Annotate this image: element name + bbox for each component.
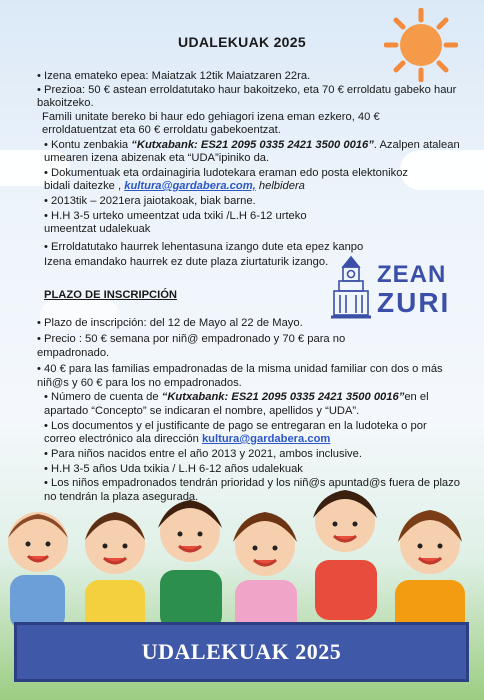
kid-3-icon xyxy=(158,500,222,630)
spanish-account-number: “Kutxabank: ES21 2095 0335 2421 3500 0016” xyxy=(161,391,405,403)
basque-line-6 xyxy=(44,139,460,152)
footer-banner: UDALEKUAK 2025 xyxy=(14,622,469,682)
spanish-email-prefix: correo electrónico ala dirección xyxy=(44,433,202,445)
basque-account-suffix: . Azalpen atalean xyxy=(373,139,460,151)
spanish-line-3: empadronado. xyxy=(37,347,110,359)
spanish-line-5: niñ@s y 60 € para los no empadronados. xyxy=(37,377,242,389)
spanish-line-4: • 40 € para las familias empadronadas de la misma unidad familiar con dos o más xyxy=(37,363,443,375)
basque-line-10: • 2013tik – 2021era jaiotakoak, biak barne. xyxy=(44,195,256,207)
spanish-line-2: • Precio : 50 € semana por niñ@ empadronado y 70 € para no xyxy=(37,333,346,345)
basque-email-suffix: helbidera xyxy=(255,180,305,192)
basque-line-13: • Erroldatutako haurrek lehentasuna izango dute eta epez kanpo xyxy=(44,241,364,253)
basque-line-2: • Prezioa: 50 € astean erroldatutako haur bakoitzeko, eta 70 € erroldatu gabeko haur xyxy=(37,84,457,96)
basque-line-3: bakoitzeko. xyxy=(37,97,94,109)
basque-account-label: • Kontu zenbakia xyxy=(44,139,132,151)
logo-text-top: ZEAN xyxy=(377,261,447,288)
spanish-line-9 xyxy=(44,433,330,446)
basque-line-5: erroldatuentzat eta 60 € erroldatu gabekoentzat. xyxy=(42,124,281,136)
kid-2-icon xyxy=(85,512,145,635)
spanish-line-13: no tendrán la plaza asegurada. xyxy=(44,491,199,503)
page-title: UDALEKUAK 2025 xyxy=(178,34,306,50)
spanish-line-11: • H.H 3-5 años Uda txikia / L.H 6-12 años udalekuak xyxy=(44,463,303,475)
cloud-right xyxy=(400,150,484,190)
basque-account-number: “Kutxabank: ES21 2095 0335 2421 3500 0016” xyxy=(131,139,374,151)
spanish-account-label: • Número de cuenta de xyxy=(44,391,162,403)
basque-line-4: Famili unitate bereko bi haur edo gehiagori izena eman ezkero, 40 € xyxy=(42,111,380,123)
kid-1-icon xyxy=(8,512,68,630)
basque-line-11: • H.H 3-5 urteko umeentzat uda txiki /L.H 6-12 urteko xyxy=(44,210,307,222)
spanish-email-link[interactable]: kultura@gardabera.com xyxy=(201,433,331,445)
spanish-line-8: • Los documentos y el justificante de pago se entregaran en la ludoteka o por xyxy=(44,420,427,432)
kid-5-icon xyxy=(313,490,377,620)
spanish-line-10: • Para niños nacidos entre el año 2013 y 2021, ambos inclusive. xyxy=(44,448,362,460)
kid-4-icon xyxy=(233,512,297,635)
spanish-line-7: apartado “Concepto” se indicaran el nombre, apellidos y “UDA”. xyxy=(44,405,360,417)
spanish-line-12: • Los niños empadronados tendrán prioridad y los niñ@s apuntad@s fuera de plazo xyxy=(44,477,460,489)
basque-line-7: umearen izena abizenak eta “UDA”ipiniko da. xyxy=(44,152,270,164)
basque-line-8: • Dokumentuak eta ordainagiria ludotekara eraman edo posta elektonikoz xyxy=(44,167,409,179)
basque-line-12: umeentzat udalekuak xyxy=(44,223,151,235)
spanish-line-6 xyxy=(44,391,429,404)
basque-line-9 xyxy=(44,180,305,193)
basque-line-1: • Izena emateko epea: Maiatzak 12tik Maiatzaren 22ra. xyxy=(37,70,311,82)
zean-zuri-logo xyxy=(331,255,459,325)
spanish-line-1: • Plazo de inscripción: del 12 de Mayo al 22 de Mayo. xyxy=(37,317,303,329)
basque-email-prefix: bidali daitezke , xyxy=(44,180,125,192)
basque-email-link[interactable]: kultura@gardabera.com, xyxy=(124,180,256,192)
basque-line-14: Izena emandako haurrek ez dute plaza ziurtaturik izango. xyxy=(44,256,329,268)
spanish-account-suffix: en el xyxy=(404,391,429,403)
spanish-header: PLAZO DE INSCRIPCIÓN xyxy=(44,289,178,301)
kid-6-icon xyxy=(395,510,465,635)
logo-text-bottom: ZURI xyxy=(377,287,451,318)
